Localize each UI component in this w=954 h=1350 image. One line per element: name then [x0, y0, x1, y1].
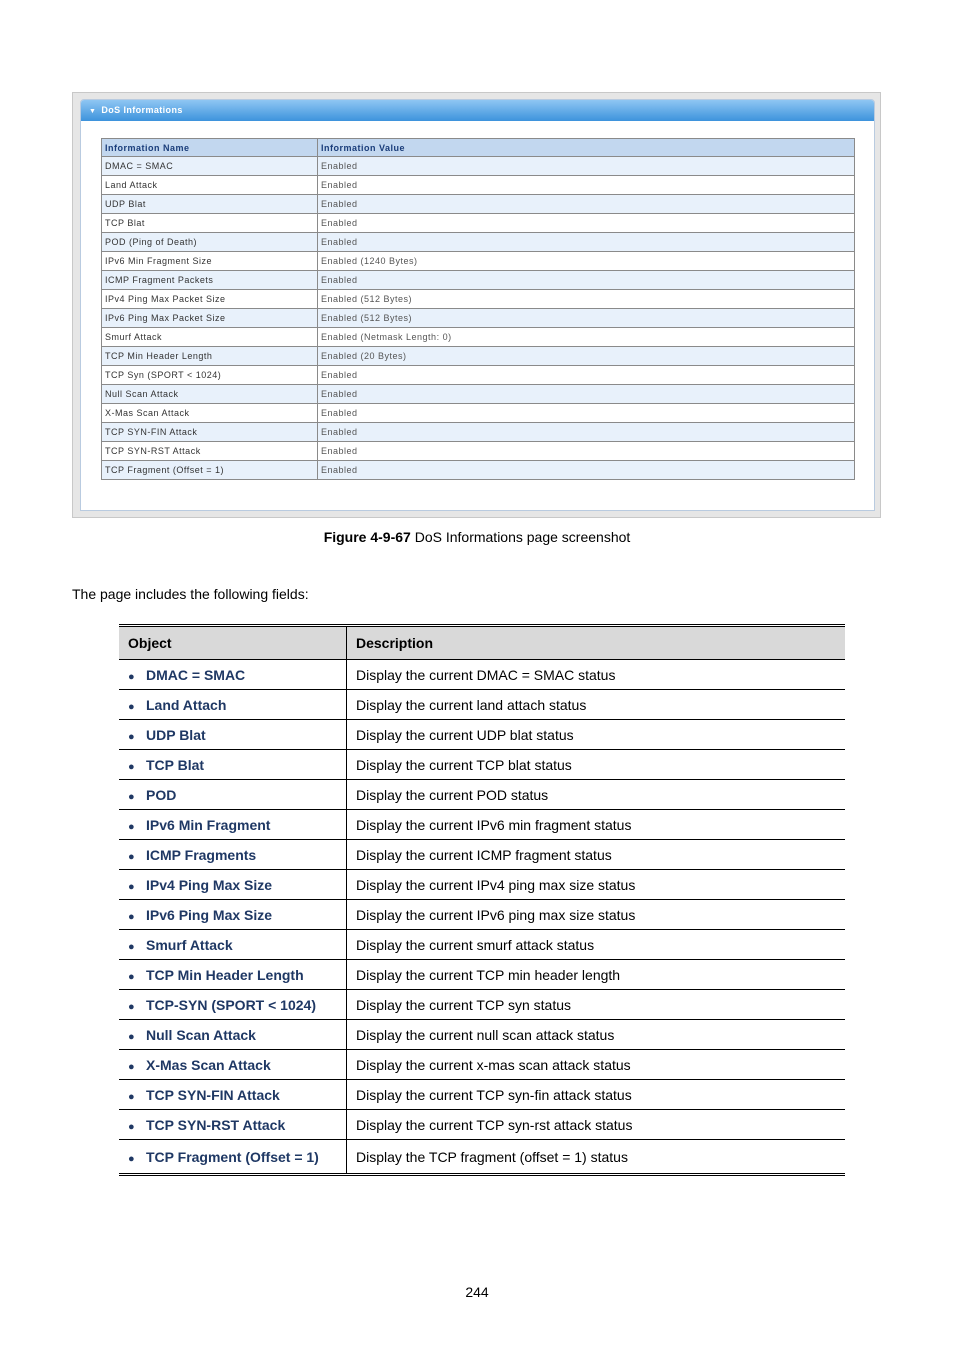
info-name: IPv4 Ping Max Packet Size: [102, 290, 318, 309]
column-header-name: Information Name: [102, 139, 318, 157]
table-row: [102, 290, 855, 309]
object-name: TCP Min Header Length: [146, 966, 304, 983]
bullet-icon: ●: [128, 1152, 135, 1165]
table-row: [119, 810, 845, 840]
bullet-icon: ●: [128, 760, 135, 773]
table-row: [102, 176, 855, 195]
object-name: DMAC = SMAC: [146, 666, 246, 683]
description-cell: Display the current TCP syn status: [347, 990, 846, 1020]
info-name: Null Scan Attack: [102, 385, 318, 404]
bullet-icon: ●: [128, 670, 135, 683]
info-name: TCP Fragment (Offset = 1): [102, 461, 318, 480]
description-cell: Display the TCP fragment (offset = 1) status: [356, 1148, 628, 1165]
description-cell: Display the current TCP min header length: [347, 960, 846, 990]
figure-label: Figure 4-9-67: [323, 529, 411, 545]
description-cell: Display the current IPv6 ping max size status: [347, 900, 846, 930]
object-name: IPv6 Min Fragment: [146, 816, 271, 833]
bullet-icon: ●: [128, 850, 135, 863]
info-name: TCP Blat: [102, 214, 318, 233]
table-row: [119, 1080, 845, 1110]
bullet-icon: ●: [128, 790, 135, 803]
fields-table: [119, 624, 845, 1176]
bullet-icon: ●: [128, 880, 135, 893]
bullet-icon: ●: [128, 700, 135, 713]
table-row: [102, 461, 855, 480]
table-row: [119, 720, 845, 750]
info-value: Enabled: [318, 461, 855, 480]
info-value: Enabled: [318, 385, 855, 404]
object-cell: [119, 1110, 347, 1140]
object-cell: [119, 690, 347, 720]
bullet-icon: ●: [128, 1030, 135, 1043]
info-name: DMAC = SMAC: [102, 157, 318, 176]
info-name: TCP Syn (SPORT < 1024): [102, 366, 318, 385]
table-row: [119, 1050, 845, 1080]
info-value: Enabled: [318, 176, 855, 195]
table-row: [119, 780, 845, 810]
bullet-icon: ●: [128, 1000, 135, 1013]
table-row: [102, 309, 855, 328]
panel-title: DoS Informations: [101, 105, 183, 115]
object-cell: [119, 930, 347, 960]
description-cell: Display the current TCP syn-rst attack status: [347, 1110, 846, 1140]
object-name: UDP Blat: [146, 726, 206, 743]
dos-info-panel: [80, 99, 875, 511]
bullet-icon: ●: [128, 820, 135, 833]
info-value: Enabled: [318, 233, 855, 252]
table-row: [119, 960, 845, 990]
description-cell: Display the current null scan attack status: [347, 1020, 846, 1050]
info-name: UDP Blat: [102, 195, 318, 214]
info-value: Enabled: [318, 271, 855, 290]
info-value: Enabled: [318, 157, 855, 176]
dos-info-table: [101, 138, 855, 480]
table-row: [119, 990, 845, 1020]
object-cell: [119, 960, 347, 990]
table-row: [119, 840, 845, 870]
info-name: TCP Min Header Length: [102, 347, 318, 366]
object-cell: [119, 870, 347, 900]
object-cell: [119, 840, 347, 870]
table-row: [119, 1020, 845, 1050]
description-cell: Display the current IPv4 ping max size status: [347, 870, 846, 900]
object-name: ICMP Fragments: [146, 846, 257, 863]
description-cell: Display the current UDP blat status: [347, 720, 846, 750]
table-row: [119, 660, 845, 690]
table-row: [102, 404, 855, 423]
bullet-icon: ●: [128, 730, 135, 743]
info-value: Enabled: [318, 442, 855, 461]
panel-header[interactable]: [81, 100, 874, 121]
table-row: [102, 442, 855, 461]
table-row: [102, 233, 855, 252]
table-row: [102, 252, 855, 271]
description-cell: Display the current IPv6 min fragment status: [347, 810, 846, 840]
description-cell: Display the current TCP syn-fin attack status: [347, 1080, 846, 1110]
object-name: IPv4 Ping Max Size: [146, 876, 273, 893]
object-cell: [119, 1020, 347, 1050]
info-value: Enabled (20 Bytes): [318, 347, 855, 366]
info-value: Enabled: [318, 214, 855, 233]
object-name: IPv6 Ping Max Size: [146, 906, 273, 923]
description-cell: Display the current x-mas scan attack status: [347, 1050, 846, 1080]
screenshot-figure: [72, 92, 881, 518]
bullet-icon: ●: [128, 970, 135, 983]
bullet-icon: ●: [128, 1060, 135, 1073]
info-value: Enabled (512 Bytes): [318, 309, 855, 328]
object-cell: [119, 1140, 347, 1175]
info-value: Enabled (512 Bytes): [318, 290, 855, 309]
table-row: [102, 328, 855, 347]
object-name: TCP-SYN (SPORT < 1024): [146, 996, 316, 1013]
table-row: [119, 690, 845, 720]
column-header-value: Information Value: [318, 139, 855, 157]
info-value: Enabled: [318, 366, 855, 385]
info-name: IPv6 Min Fragment Size: [102, 252, 318, 271]
object-name: TCP Fragment (Offset = 1): [146, 1148, 319, 1165]
info-name: TCP SYN-RST Attack: [102, 442, 318, 461]
description-cell: Display the current smurf attack status: [347, 930, 846, 960]
description-cell: Display the current ICMP fragment status: [347, 840, 846, 870]
bullet-icon: ●: [128, 910, 135, 923]
info-value: Enabled (1240 Bytes): [318, 252, 855, 271]
table-row: [102, 366, 855, 385]
object-cell: [119, 780, 347, 810]
bullet-icon: ●: [128, 1090, 135, 1103]
figure-caption: [0, 529, 954, 545]
description-cell: Display the current DMAC = SMAC status: [347, 660, 846, 690]
object-name: POD: [146, 786, 177, 803]
intro-text: The page includes the following fields:: [72, 586, 309, 602]
info-name: IPv6 Ping Max Packet Size: [102, 309, 318, 328]
object-name: Smurf Attack: [146, 936, 233, 953]
object-cell: [119, 900, 347, 930]
info-name: Smurf Attack: [102, 328, 318, 347]
table-row: [119, 900, 845, 930]
info-name: X-Mas Scan Attack: [102, 404, 318, 423]
info-name: TCP SYN-FIN Attack: [102, 423, 318, 442]
object-cell: [119, 1080, 347, 1110]
object-header: Object: [119, 626, 347, 660]
figure-text: DoS Informations page screenshot: [410, 529, 631, 545]
description-cell: Display the current POD status: [347, 780, 846, 810]
table-row: [119, 1110, 845, 1140]
info-value: Enabled: [318, 195, 855, 214]
object-name: Land Attach: [146, 696, 227, 713]
table-row: [102, 214, 855, 233]
table-row: [119, 750, 845, 780]
info-name: Land Attack: [102, 176, 318, 195]
bullet-icon: ●: [128, 1120, 135, 1133]
table-row: [119, 1140, 845, 1175]
object-cell: [119, 990, 347, 1020]
page-number: 244: [465, 1284, 489, 1300]
bullet-icon: ●: [128, 940, 135, 953]
info-value: Enabled (Netmask Length: 0): [318, 328, 855, 347]
object-name: TCP SYN-RST Attack: [146, 1116, 286, 1133]
object-name: X-Mas Scan Attack: [146, 1056, 271, 1073]
object-name: Null Scan Attack: [146, 1026, 256, 1043]
table-row: [102, 347, 855, 366]
object-cell: [119, 720, 347, 750]
object-name: TCP Blat: [146, 756, 205, 773]
table-row: [119, 930, 845, 960]
info-name: ICMP Fragment Packets: [102, 271, 318, 290]
table-row: [102, 271, 855, 290]
description-cell: Display the current land attach status: [347, 690, 846, 720]
object-cell: [119, 660, 347, 690]
collapse-arrow-icon[interactable]: ▼: [89, 108, 97, 115]
table-row: [102, 423, 855, 442]
description-cell: Display the current TCP blat status: [347, 750, 846, 780]
info-value: Enabled: [318, 423, 855, 442]
table-row: [119, 870, 845, 900]
table-row: [102, 385, 855, 404]
table-row: [102, 195, 855, 214]
object-cell: [119, 810, 347, 840]
description-header: Description: [347, 626, 846, 660]
object-cell: [119, 750, 347, 780]
object-name: TCP SYN-FIN Attack: [146, 1086, 280, 1103]
table-row: [102, 157, 855, 176]
info-value: Enabled: [318, 404, 855, 423]
info-name: POD (Ping of Death): [102, 233, 318, 252]
object-cell: [119, 1050, 347, 1080]
